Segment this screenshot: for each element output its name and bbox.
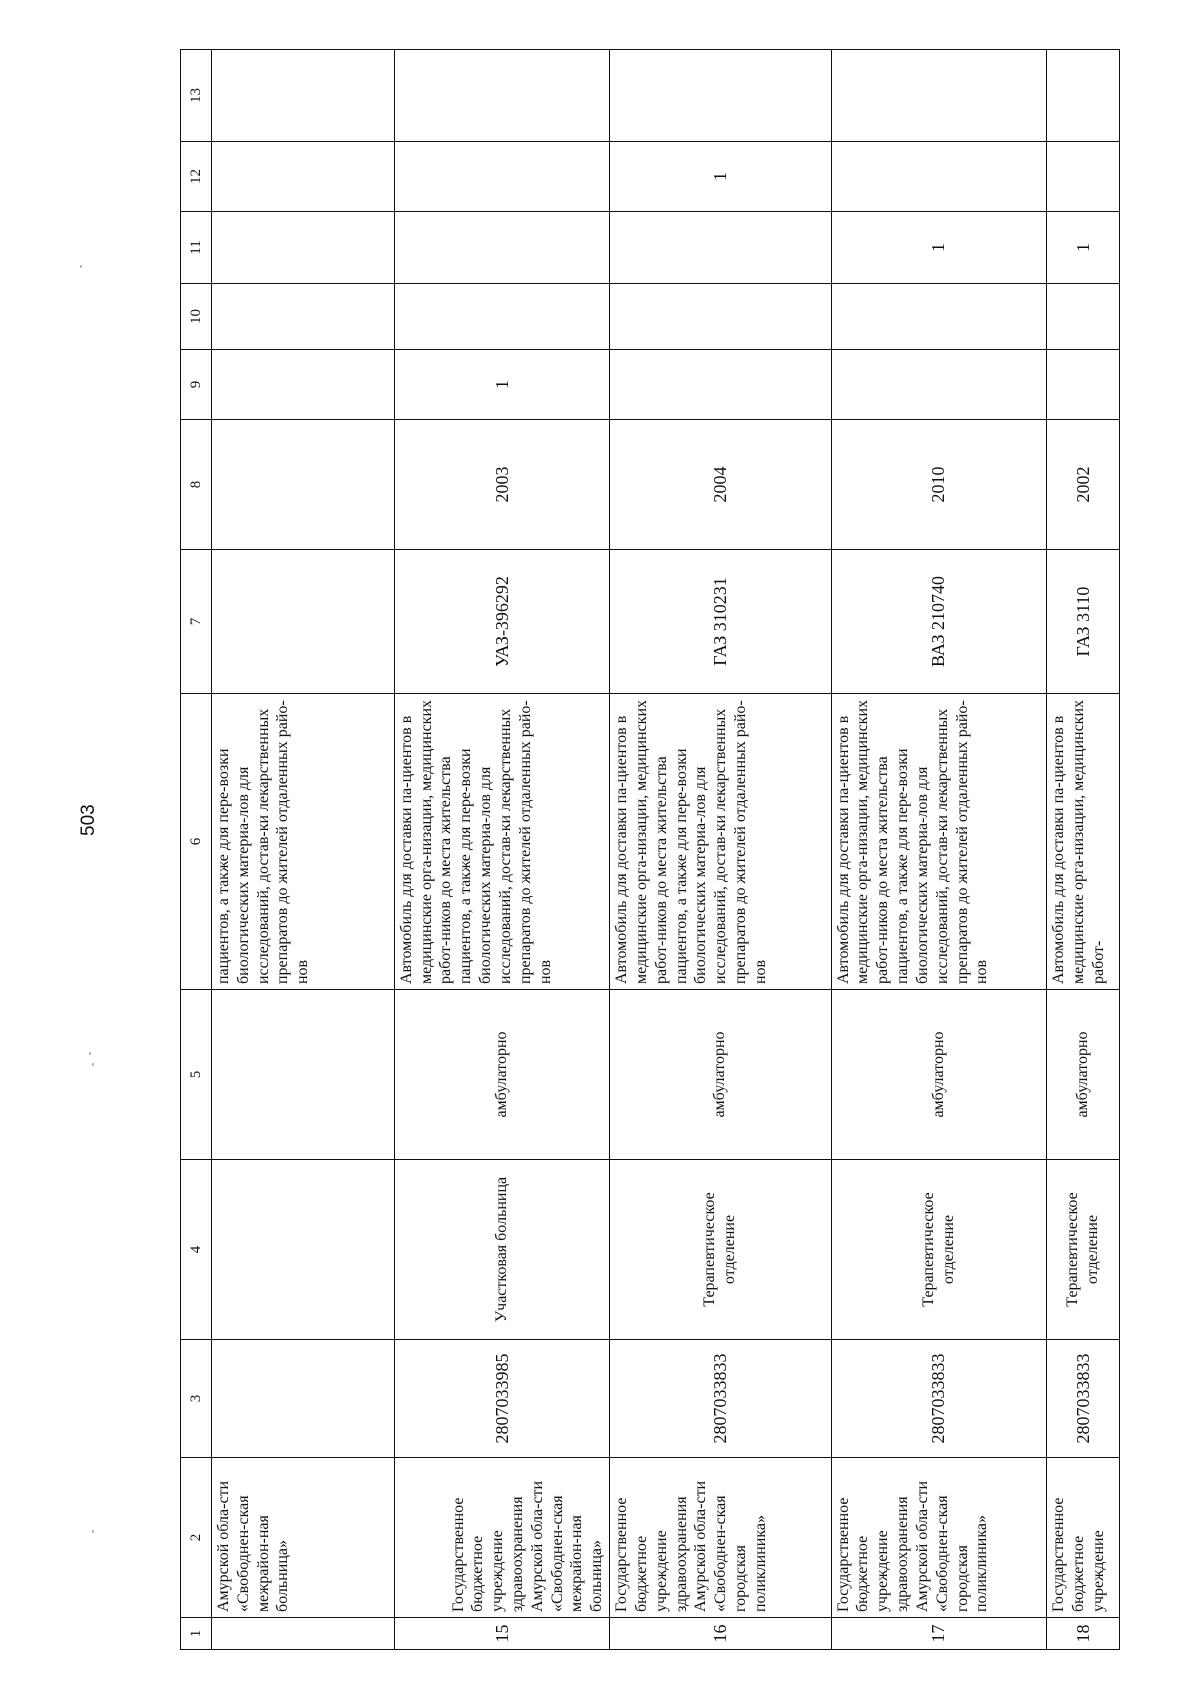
row-number <box>212 1618 395 1650</box>
scan-speck <box>80 265 82 268</box>
count-cell <box>394 142 609 212</box>
count-cell <box>1046 142 1119 212</box>
count-cell <box>610 50 831 142</box>
header-cell: 5 <box>181 990 212 1160</box>
vehicle-model: УАЗ-396292 <box>394 550 609 694</box>
header-cell: 1 <box>181 1618 212 1650</box>
header-cell: 2 <box>181 1458 212 1618</box>
table-row <box>394 50 609 1650</box>
count-cell <box>394 50 609 142</box>
inn-cell: 2807033985 <box>394 1340 609 1458</box>
count-cell <box>1046 284 1119 350</box>
organization-name: Амурской обла-сти «Свободнен-ская межрайон-ная больница» <box>212 1458 395 1618</box>
row-number: 17 <box>831 1618 1046 1650</box>
page-number: 503 <box>78 804 99 836</box>
organization-name: Государственное бюджетное учреждение здравоохранения Амурской обла-сти «Свободнен-ская городская поликлиника» <box>831 1458 1046 1618</box>
department-cell: Участковая больница <box>394 1160 609 1340</box>
care-type-cell: амбулаторно <box>831 990 1046 1160</box>
vehicle-year: 2003 <box>394 420 609 550</box>
vehicle-year: 2010 <box>831 420 1046 550</box>
inn-cell: 2807033833 <box>1046 1340 1119 1458</box>
organization-name: Государственное бюджетное учреждение здравоохранения Амурской обла-сти «Свободнен-ская городская поликлиника» <box>610 1458 831 1618</box>
vehicle-purpose: Автомобиль для доставки па-циентов в медицинские орга-низации, медицинских работ- <box>1046 694 1119 990</box>
care-type-cell: амбулаторно <box>610 990 831 1160</box>
department-cell: Терапевтическое отделение <box>1046 1160 1119 1340</box>
table-row <box>1046 50 1119 1650</box>
header-cell: 10 <box>181 284 212 350</box>
inn-cell <box>212 1340 395 1458</box>
header-cell: 13 <box>181 50 212 142</box>
vehicle-model <box>212 550 395 694</box>
row-number: 15 <box>394 1618 609 1650</box>
care-type-cell <box>212 990 395 1160</box>
department-cell: Терапевтическое отделение <box>610 1160 831 1340</box>
count-cell <box>610 350 831 420</box>
department-cell: Терапевтическое отделение <box>831 1160 1046 1340</box>
header-cell: 12 <box>181 142 212 212</box>
count-cell: 1 <box>1046 212 1119 284</box>
header-cell: 7 <box>181 550 212 694</box>
count-cell <box>212 284 395 350</box>
vehicle-purpose: Автомобиль для доставки па-циентов в медицинские орга-низации, медицинских работ-ников до места жительства пациентов, а также для пере-возки биологических материа-лов для исследований, достав-ки лекарственных препаратов до жителей отдаленных райо-нов <box>610 694 831 990</box>
vehicle-model: ВАЗ 210740 <box>831 550 1046 694</box>
header-cell: 9 <box>181 350 212 420</box>
count-cell: 1 <box>394 350 609 420</box>
vehicle-table <box>180 49 1120 1650</box>
count-cell <box>212 50 395 142</box>
vehicle-year: 2004 <box>610 420 831 550</box>
table-row <box>831 50 1046 1650</box>
count-cell <box>831 50 1046 142</box>
department-cell <box>212 1160 395 1340</box>
header-cell: 3 <box>181 1340 212 1458</box>
vehicle-purpose: Автомобиль для доставки па-циентов в медицинские орга-низации, медицинских работ-ников до места жительства пациентов, а также для пере-возки биологических материа-лов для исследований, достав-ки лекарственных препаратов до жителей отдаленных райо-нов <box>831 694 1046 990</box>
table-row <box>610 50 831 1650</box>
care-type-cell: амбулаторно <box>394 990 609 1160</box>
header-cell: 8 <box>181 420 212 550</box>
table-row <box>212 50 395 1650</box>
row-number: 18 <box>1046 1618 1119 1650</box>
vehicle-purpose: пациентов, а также для пере-возки биологических материа-лов для исследований, достав-ки лекарственных препаратов до жителей отдаленных райо-нов <box>212 694 395 990</box>
vehicle-model: ГАЗ 3110 <box>1046 550 1119 694</box>
scan-speck <box>92 1063 94 1066</box>
row-number: 16 <box>610 1618 831 1650</box>
count-cell <box>831 284 1046 350</box>
scan-speck <box>89 1052 91 1055</box>
count-cell <box>831 142 1046 212</box>
scan-speck <box>92 1530 94 1533</box>
count-cell <box>212 212 395 284</box>
count-cell <box>1046 50 1119 142</box>
vehicle-year <box>212 420 395 550</box>
organization-name: Государственное бюджетное учреждение <box>1046 1458 1119 1618</box>
count-cell: 1 <box>831 212 1046 284</box>
header-cell: 11 <box>181 212 212 284</box>
organization-name: Государственное бюджетное учреждение здравоохранения Амурской обла-сти «Свободнен-ская межрайон-ная больница» <box>394 1458 609 1618</box>
count-cell <box>610 284 831 350</box>
count-cell <box>212 142 395 212</box>
header-cell: 6 <box>181 694 212 990</box>
count-cell <box>831 350 1046 420</box>
care-type-cell: амбулаторно <box>1046 990 1119 1160</box>
vehicle-model: ГАЗ 310231 <box>610 550 831 694</box>
inn-cell: 2807033833 <box>831 1340 1046 1458</box>
count-cell: 1 <box>610 142 831 212</box>
count-cell <box>212 350 395 420</box>
vehicle-purpose: Автомобиль для доставки па-циентов в медицинские орга-низации, медицинских работ-ников до места жительства пациентов, а также для пере-возки биологических материа-лов для исследований, достав-ки лекарственных препаратов до жителей отдаленных райо-нов <box>394 694 609 990</box>
count-cell <box>394 212 609 284</box>
header-cell: 4 <box>181 1160 212 1340</box>
count-cell <box>394 284 609 350</box>
inn-cell: 2807033833 <box>610 1340 831 1458</box>
header-row <box>181 50 212 1650</box>
count-cell <box>1046 350 1119 420</box>
rotated-table-container <box>180 50 1120 1650</box>
count-cell <box>610 212 831 284</box>
vehicle-year: 2002 <box>1046 420 1119 550</box>
